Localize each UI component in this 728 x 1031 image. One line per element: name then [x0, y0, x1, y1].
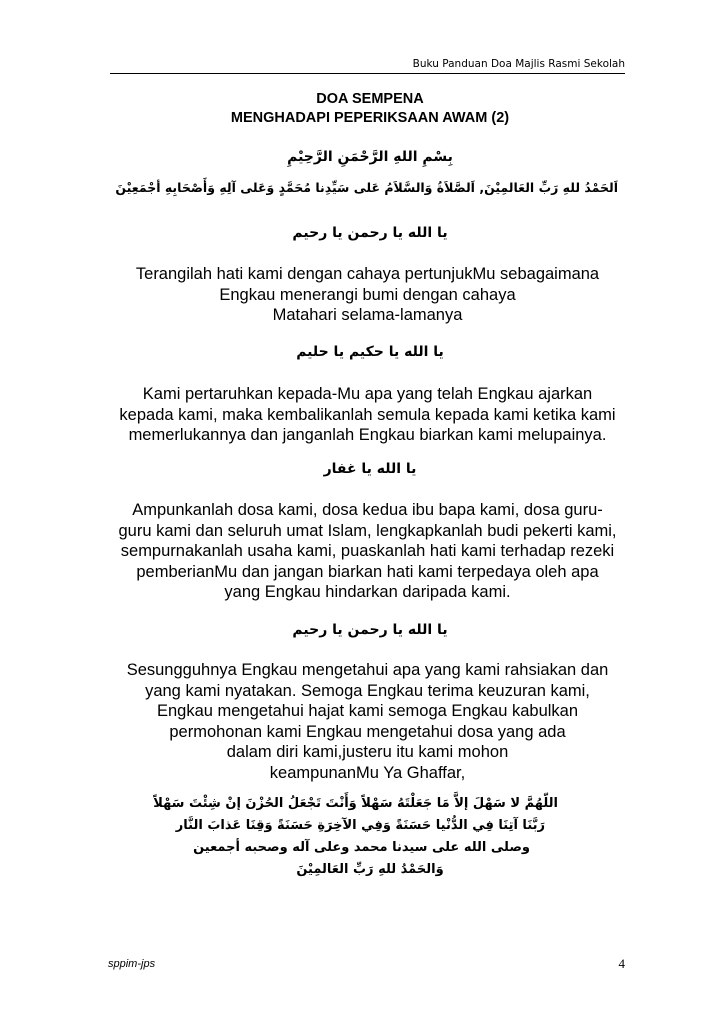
arabic-basmalah: بِسْمِ اللهِ الرَّحْمَنِ الرَّحِيْمِ	[287, 149, 453, 165]
arabic-hamdalah: اَلحَمْدُ للهِ رَبِّ العَالمِيْنَ, اَلصَّلاَةُ وَالسَّلاَمُ عَلى سَيِّدِنا مُحَمَّدٍ وَعَلى آلِهِ وَأَصْحَابِهِ أجْمَعِيْنَ	[115, 180, 618, 195]
paragraph-3-line: pemberianMu dan jangan biarkan hati kami terpedaya oleh apa	[136, 562, 599, 581]
paragraph-3-line: Ampunkanlah dosa kami, dosa kedua ibu bapa kami, dosa guru-	[132, 501, 603, 519]
paragraph-2-line: memerlukannya dan janganlah Engkau biarkan kami melupainya.	[128, 426, 607, 444]
arabic-closing-line-2: رَبَّنَا آتِنَا فِي الدُّنْيا حَسَنَةً وَفِي الآخِرَةِ حَسَنَةً وَقِنَا عَذابَ النَّار	[175, 818, 545, 833]
footer-left-text: sppim-jps	[108, 958, 156, 970]
running-header: Buku Panduan Doa Majlis Rasmi Sekolah	[412, 58, 625, 70]
arabic-closing-line-4: وَالحَمْدُ للهِ رَبِّ العَالمِيْنَ	[296, 862, 444, 877]
arabic-invocation-3: يا الله يا غفار	[323, 461, 417, 477]
paragraph-4-line: yang kami nyatakan. Semoga Engkau terima keuzuran kami,	[145, 681, 590, 700]
paragraph-4-line: dalam diri kami,justeru itu kami mohon	[226, 743, 509, 761]
page-title-line-2: MENGHADAPI PEPERIKSAAN AWAM (2)	[230, 110, 510, 126]
header-rule	[110, 73, 625, 74]
paragraph-3-line: guru kami dan seluruh umat Islam, lengkapkanlah budi pekerti kami,	[118, 521, 617, 540]
paragraph-1	[100, 264, 635, 326]
paragraph-3	[100, 500, 635, 603]
page-number: 4	[618, 956, 625, 971]
paragraph-3-line: sempurnakanlah usaha kami, puaskanlah hati kami terhadap rezeki	[120, 542, 615, 560]
paragraph-4-line: keampunanMu Ya Ghaffar,	[269, 763, 466, 782]
paragraph-1-line: Terangilah hati kami dengan cahaya pertunjukMu sebagaimana	[135, 265, 600, 283]
paragraph-3-line: yang Engkau hindarkan daripada kami.	[224, 583, 511, 601]
paragraph-1-line: Engkau menerangi bumi dengan cahaya	[219, 285, 516, 304]
paragraph-4-line: Sesungguhnya Engkau mengetahui apa yang kami rahsiakan dan	[126, 661, 609, 679]
paragraph-1-line: Matahari selama-lamanya	[272, 306, 463, 324]
paragraph-2-line: Kami pertaruhkan kepada-Mu apa yang telah Engkau ajarkan	[142, 385, 593, 403]
arabic-invocation-1: يا الله يا رحمن يا رحيم	[292, 225, 448, 241]
paragraph-4-line: Engkau mengetahui hajat kami semoga Engkau kabulkan	[156, 702, 579, 720]
paragraph-4	[100, 660, 635, 783]
paragraph-2-line: kepada kami, maka kembalikanlah semula kepada kami ketika kami	[119, 405, 616, 424]
arabic-closing-line-3: وصلى الله على سيدنا محمد وعلى آله وصحبه أجمعين	[193, 840, 530, 855]
arabic-invocation-4: يا الله يا رحمن يا رحيم	[292, 622, 448, 638]
page-title-line-1: DOA SEMPENA	[316, 91, 424, 107]
arabic-invocation-2: يا الله يا حكيم يا حليم	[296, 344, 444, 360]
paragraph-4-line: permohonan kami Engkau mengetahui dosa yang ada	[169, 722, 566, 741]
paragraph-2	[100, 384, 635, 446]
arabic-closing-line-1: اللّهُمَّ لا سَهْلَ إلاَّ مَا جَعَلْتَهُ سَهْلاً وَأَنْتَ تَجْعَلُ الحُزْنَ إنْ شِئْتَ سَهْلاً	[153, 796, 558, 811]
